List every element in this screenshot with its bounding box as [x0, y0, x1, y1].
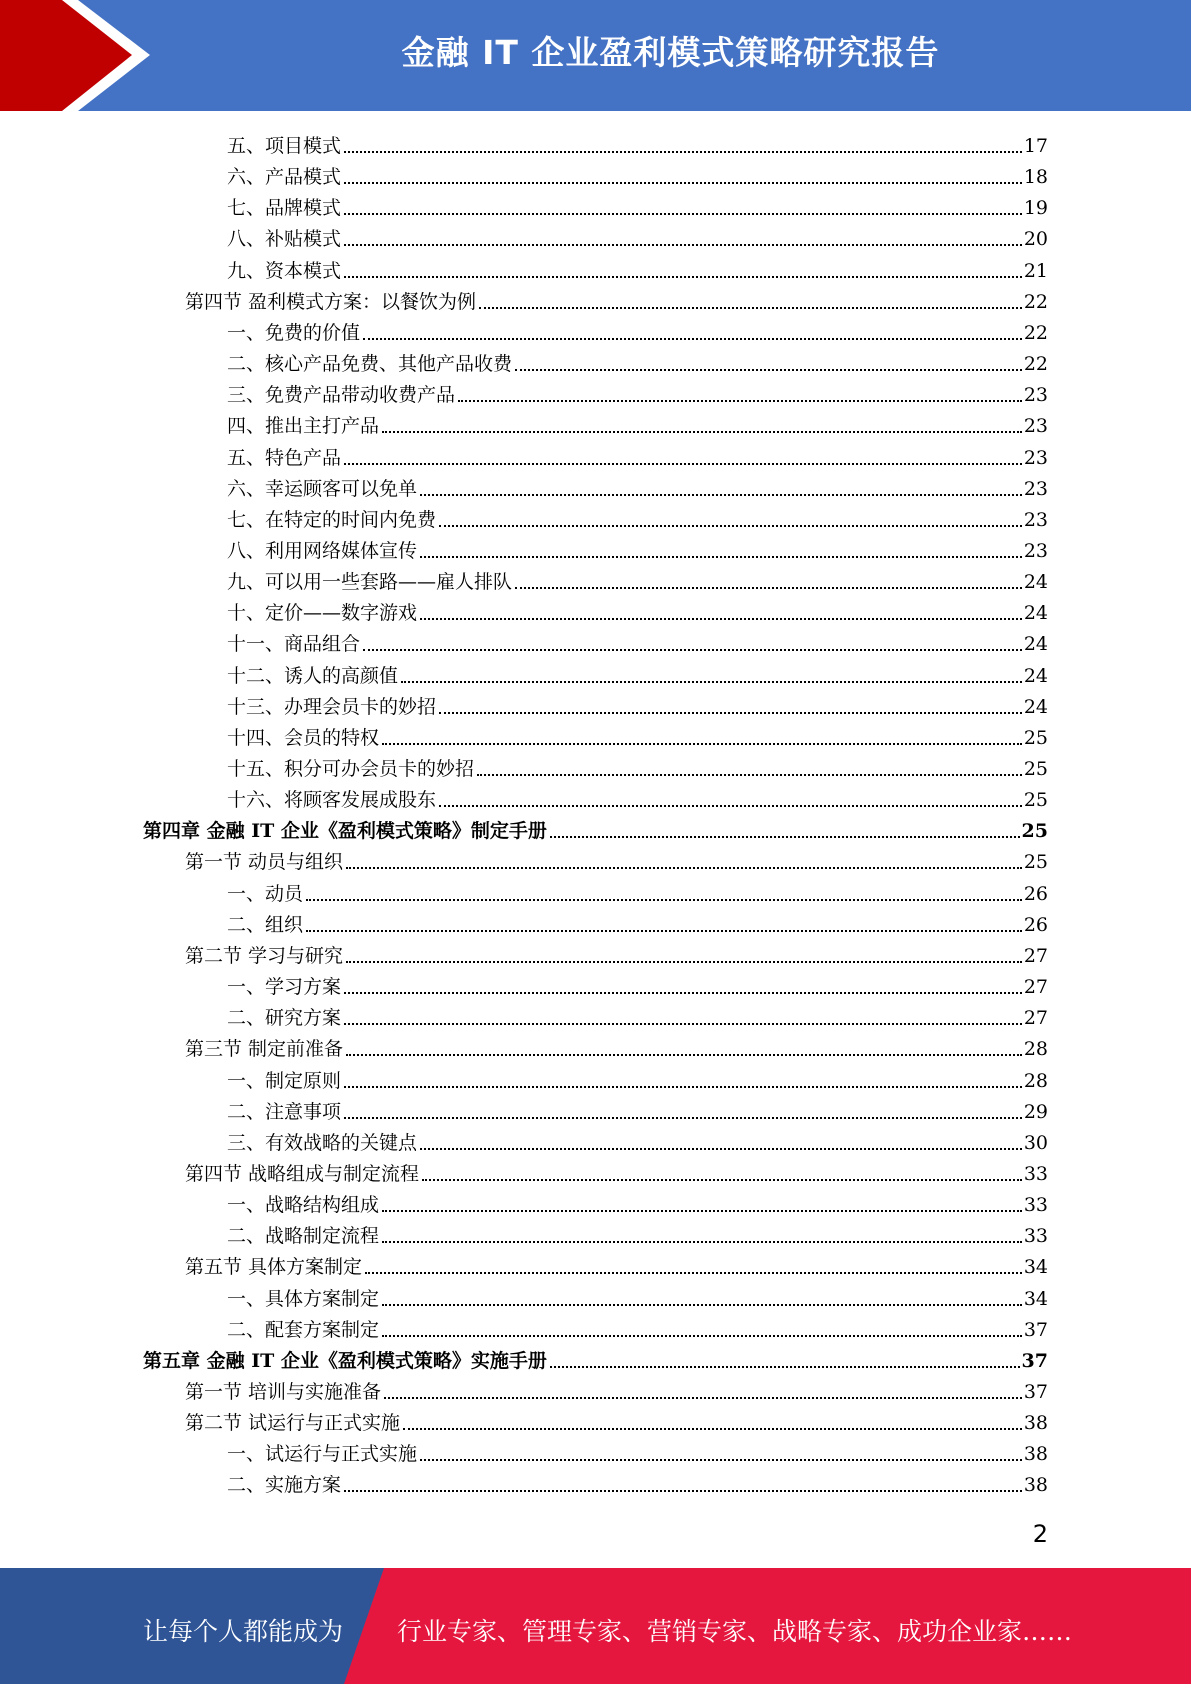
toc-entry-page: 22 [1023, 353, 1048, 376]
toc-entry-page: 27 [1023, 1007, 1048, 1030]
toc-dot-leader [363, 649, 1022, 651]
toc-entry-page: 25 [1021, 820, 1048, 843]
toc-entry-title: 第四章 金融 IT 企业《盈利模式策略》制定手册 [143, 820, 547, 843]
toc-entry-page: 24 [1023, 571, 1048, 594]
toc-entry-page: 29 [1023, 1100, 1048, 1123]
toc-entry-page: 24 [1023, 602, 1048, 625]
toc-dot-leader [344, 151, 1022, 153]
toc-entry-title: 二、组织 [227, 913, 304, 936]
toc-dot-leader [403, 1428, 1022, 1430]
toc-entry[interactable] [227, 158, 1048, 189]
toc-entry[interactable] [227, 345, 1048, 376]
toc-entry-page: 24 [1023, 633, 1048, 656]
toc-entry-title: 第一节 动员与组织 [185, 851, 344, 874]
toc-entry[interactable] [227, 189, 1048, 220]
toc-dot-leader [477, 774, 1022, 776]
toc-entry-page: 33 [1023, 1194, 1048, 1217]
toc-dot-leader [439, 712, 1022, 714]
toc-entry[interactable] [227, 1435, 1048, 1466]
toc-entry[interactable] [227, 252, 1048, 283]
toc-entry[interactable] [227, 1466, 1048, 1497]
toc-entry[interactable] [227, 594, 1048, 625]
toc-entry[interactable] [227, 532, 1048, 563]
toc-dot-leader [344, 992, 1022, 994]
toc-entry-page: 26 [1023, 882, 1048, 905]
toc-dot-leader [420, 494, 1022, 496]
toc-dot-leader [382, 1210, 1022, 1212]
toc-entry-page: 22 [1023, 321, 1048, 344]
toc-entry-title: 十、定价——数字游戏 [227, 602, 418, 625]
toc-entry-title: 一、具体方案制定 [227, 1287, 380, 1310]
toc-entry[interactable] [227, 470, 1048, 501]
toc-entry[interactable] [227, 220, 1048, 251]
toc-entry-title: 第五节 具体方案制定 [185, 1256, 363, 1279]
toc-entry-page: 33 [1023, 1225, 1048, 1248]
toc-entry-page: 23 [1023, 415, 1048, 438]
toc-dot-leader [306, 930, 1022, 932]
toc-entry-page: 19 [1023, 197, 1048, 220]
toc-dot-leader [439, 805, 1022, 807]
toc-entry-title: 第四节 盈利模式方案：以餐饮为例 [185, 290, 477, 313]
toc-dot-leader [382, 431, 1022, 433]
toc-entry-title: 第二节 试运行与正式实施 [185, 1412, 401, 1435]
toc-dot-leader [365, 1272, 1022, 1274]
toc-entry-title: 一、战略结构组成 [227, 1194, 380, 1217]
toc-entry-title: 四、推出主打产品 [227, 415, 380, 438]
toc-entry-title: 一、免费的价值 [227, 321, 361, 344]
toc-entry-page: 24 [1023, 664, 1048, 687]
toc-dot-leader [420, 1459, 1022, 1461]
toc-entry-page: 37 [1023, 1381, 1048, 1403]
toc-entry-title: 二、实施方案 [227, 1474, 342, 1497]
toc-entry-page: 37 [1023, 1318, 1048, 1341]
toc-entry-page: 34 [1023, 1287, 1048, 1310]
toc-entry-title: 第二节 学习与研究 [185, 944, 344, 967]
toc-entry-title: 一、动员 [227, 882, 304, 905]
toc-entry[interactable] [227, 1062, 1048, 1093]
toc-dot-leader [346, 867, 1022, 869]
toc-entry-page: 26 [1023, 913, 1048, 936]
toc-dot-leader [479, 307, 1022, 309]
toc-entry[interactable] [227, 127, 1048, 158]
toc-entry-page: 30 [1023, 1131, 1048, 1154]
toc-dot-leader [384, 1397, 1022, 1399]
toc-entry-title: 二、研究方案 [227, 1007, 342, 1030]
toc-entry-title: 十二、诱人的高颜值 [227, 664, 399, 687]
toc-dot-leader [363, 338, 1022, 340]
toc-entry[interactable] [227, 688, 1048, 719]
toc-entry[interactable] [227, 563, 1048, 594]
toc-dot-leader [401, 681, 1022, 683]
page-number: 2 [1032, 1520, 1048, 1548]
toc-dot-leader [420, 556, 1022, 558]
toc-entry-page: 23 [1023, 539, 1048, 562]
toc-entry-title: 二、注意事项 [227, 1100, 342, 1123]
toc-entry-page: 38 [1023, 1474, 1048, 1497]
toc-entry-title: 一、试运行与正式实施 [227, 1443, 418, 1466]
toc-dot-leader [382, 1241, 1022, 1243]
toc-entry[interactable] [227, 1280, 1048, 1311]
toc-entry[interactable] [185, 1030, 1048, 1061]
toc-entry[interactable] [185, 843, 1048, 874]
toc-entry-page: 28 [1023, 1069, 1048, 1092]
toc-dot-leader [346, 961, 1022, 963]
toc-dot-leader [515, 369, 1022, 371]
toc-dot-leader [344, 182, 1022, 184]
toc-dot-leader [344, 1490, 1022, 1492]
toc-entry-title: 一、制定原则 [227, 1069, 342, 1092]
toc-entry-page: 21 [1023, 259, 1048, 282]
toc-dot-leader [344, 1023, 1022, 1025]
footer-slogan: 让每个人都能成为 [143, 1617, 344, 1646]
toc-dot-leader [382, 743, 1022, 745]
toc-entry[interactable] [227, 407, 1048, 438]
toc-dot-leader [439, 525, 1022, 527]
toc-dot-leader [422, 1179, 1022, 1181]
toc-entry-page: 25 [1023, 789, 1048, 812]
toc-entry-title: 十一、商品组合 [227, 633, 361, 656]
toc-entry-page: 27 [1023, 944, 1048, 967]
toc-entry-title: 十五、积分可办会员卡的妙招 [227, 758, 475, 780]
toc-entry-title: 十四、会员的特权 [227, 726, 380, 749]
toc-entry-title: 九、资本模式 [227, 259, 342, 282]
toc-entry-title: 三、免费产品带动收费产品 [227, 384, 456, 407]
toc-entry[interactable] [227, 625, 1048, 656]
toc-entry[interactable] [143, 812, 1048, 843]
toc-entry-title: 二、核心产品免费、其他产品收费 [227, 353, 513, 376]
page-header [0, 0, 1191, 111]
toc-entry-page: 18 [1023, 166, 1048, 189]
toc-entry[interactable] [227, 1217, 1048, 1248]
toc-dot-leader [458, 400, 1022, 402]
toc-entry-title: 十三、办理会员卡的妙招 [227, 695, 437, 718]
toc-entry[interactable] [185, 1155, 1048, 1186]
toc-entry-title: 十六、将顾客发展成股东 [227, 789, 437, 812]
toc-entry-page: 38 [1023, 1412, 1048, 1435]
toc-dot-leader [515, 587, 1022, 589]
toc-entry-page: 25 [1023, 758, 1048, 780]
toc-entry-title: 七、在特定的时间内免费 [227, 508, 437, 531]
toc-entry[interactable] [227, 875, 1048, 906]
toc-entry-title: 八、利用网络媒体宣传 [227, 539, 418, 562]
toc-entry-page: 17 [1023, 135, 1048, 157]
toc-entry-page: 34 [1023, 1256, 1048, 1279]
toc-entry[interactable] [185, 283, 1048, 314]
toc-entry[interactable] [185, 1248, 1048, 1279]
toc-entry-page: 37 [1021, 1349, 1048, 1372]
toc-entry-title: 一、学习方案 [227, 976, 342, 999]
toc-entry[interactable] [185, 937, 1048, 968]
toc-entry[interactable] [227, 750, 1048, 781]
toc-entry[interactable] [227, 719, 1048, 750]
toc-entry-title: 七、品牌模式 [227, 197, 342, 220]
toc-entry[interactable] [227, 968, 1048, 999]
toc-entry-title: 五、项目模式 [227, 135, 342, 157]
toc-entry-title: 第五章 金融 IT 企业《盈利模式策略》实施手册 [143, 1349, 547, 1372]
toc-entry-page: 38 [1023, 1443, 1048, 1466]
toc-entry-title: 二、战略制定流程 [227, 1225, 380, 1248]
toc-dot-leader [346, 1054, 1022, 1056]
toc-entry[interactable] [227, 1311, 1048, 1342]
toc-entry[interactable] [227, 781, 1048, 812]
toc-entry-title: 六、产品模式 [227, 166, 342, 189]
toc-entry-page: 25 [1023, 851, 1048, 874]
toc-entry[interactable] [143, 1342, 1048, 1373]
toc-entry-title: 六、幸运顾客可以免单 [227, 477, 418, 500]
toc-entry-page: 27 [1023, 976, 1048, 999]
toc-dot-leader [550, 836, 1020, 838]
toc-dot-leader [420, 1148, 1022, 1150]
toc-dot-leader [344, 213, 1022, 215]
toc-entry[interactable] [227, 439, 1048, 470]
toc-entry-page: 28 [1023, 1038, 1048, 1061]
page-title: 金融 IT 企业盈利模式策略研究报告 [401, 33, 940, 72]
toc-entry-title: 五、特色产品 [227, 446, 342, 469]
toc-entry-page: 22 [1023, 290, 1048, 313]
toc-dot-leader [382, 1304, 1022, 1306]
toc-dot-leader [550, 1366, 1020, 1368]
toc-dot-leader [344, 1117, 1022, 1119]
toc-entry-page: 24 [1023, 695, 1048, 718]
toc-dot-leader [382, 1335, 1022, 1337]
toc-entry[interactable] [227, 1186, 1048, 1217]
toc-entry[interactable] [227, 376, 1048, 407]
toc-entry-page: 23 [1023, 446, 1048, 469]
toc-entry[interactable] [227, 314, 1048, 345]
toc-entry[interactable] [227, 906, 1048, 937]
toc-dot-leader [344, 463, 1022, 465]
toc-entry-title: 第四节 战略组成与制定流程 [185, 1162, 420, 1185]
toc-entry-page: 25 [1023, 726, 1048, 749]
toc-entry[interactable] [227, 999, 1048, 1030]
toc-entry-page: 20 [1023, 228, 1048, 251]
toc-entry-title: 第一节 培训与实施准备 [185, 1381, 382, 1403]
toc-entry[interactable] [185, 1373, 1048, 1404]
toc-entry[interactable] [227, 657, 1048, 688]
toc-entry-title: 二、配套方案制定 [227, 1318, 380, 1341]
toc-dot-leader [306, 899, 1022, 901]
header-arrow-icon [0, 0, 160, 111]
toc-dot-leader [344, 1086, 1022, 1088]
toc-entry-page: 23 [1023, 477, 1048, 500]
toc-entry[interactable] [227, 1093, 1048, 1124]
toc-entry[interactable] [227, 1124, 1048, 1155]
footer-roles: 行业专家、管理专家、营销专家、战略专家、成功企业家…… [397, 1617, 1073, 1646]
toc-dot-leader [344, 276, 1022, 278]
toc-entry-title: 三、有效战略的关键点 [227, 1131, 418, 1154]
toc-dot-leader [344, 244, 1022, 246]
toc-entry-title: 第三节 制定前准备 [185, 1038, 344, 1061]
toc-entry-title: 八、补贴模式 [227, 228, 342, 251]
toc-entry[interactable] [185, 1404, 1048, 1435]
toc-entry-page: 33 [1023, 1162, 1048, 1185]
toc-entry-page: 23 [1023, 508, 1048, 531]
toc-entry-title: 九、可以用一些套路——雇人排队 [227, 571, 513, 594]
toc-entry-page: 23 [1023, 384, 1048, 407]
toc-entry[interactable] [227, 501, 1048, 532]
toc-dot-leader [420, 618, 1022, 620]
